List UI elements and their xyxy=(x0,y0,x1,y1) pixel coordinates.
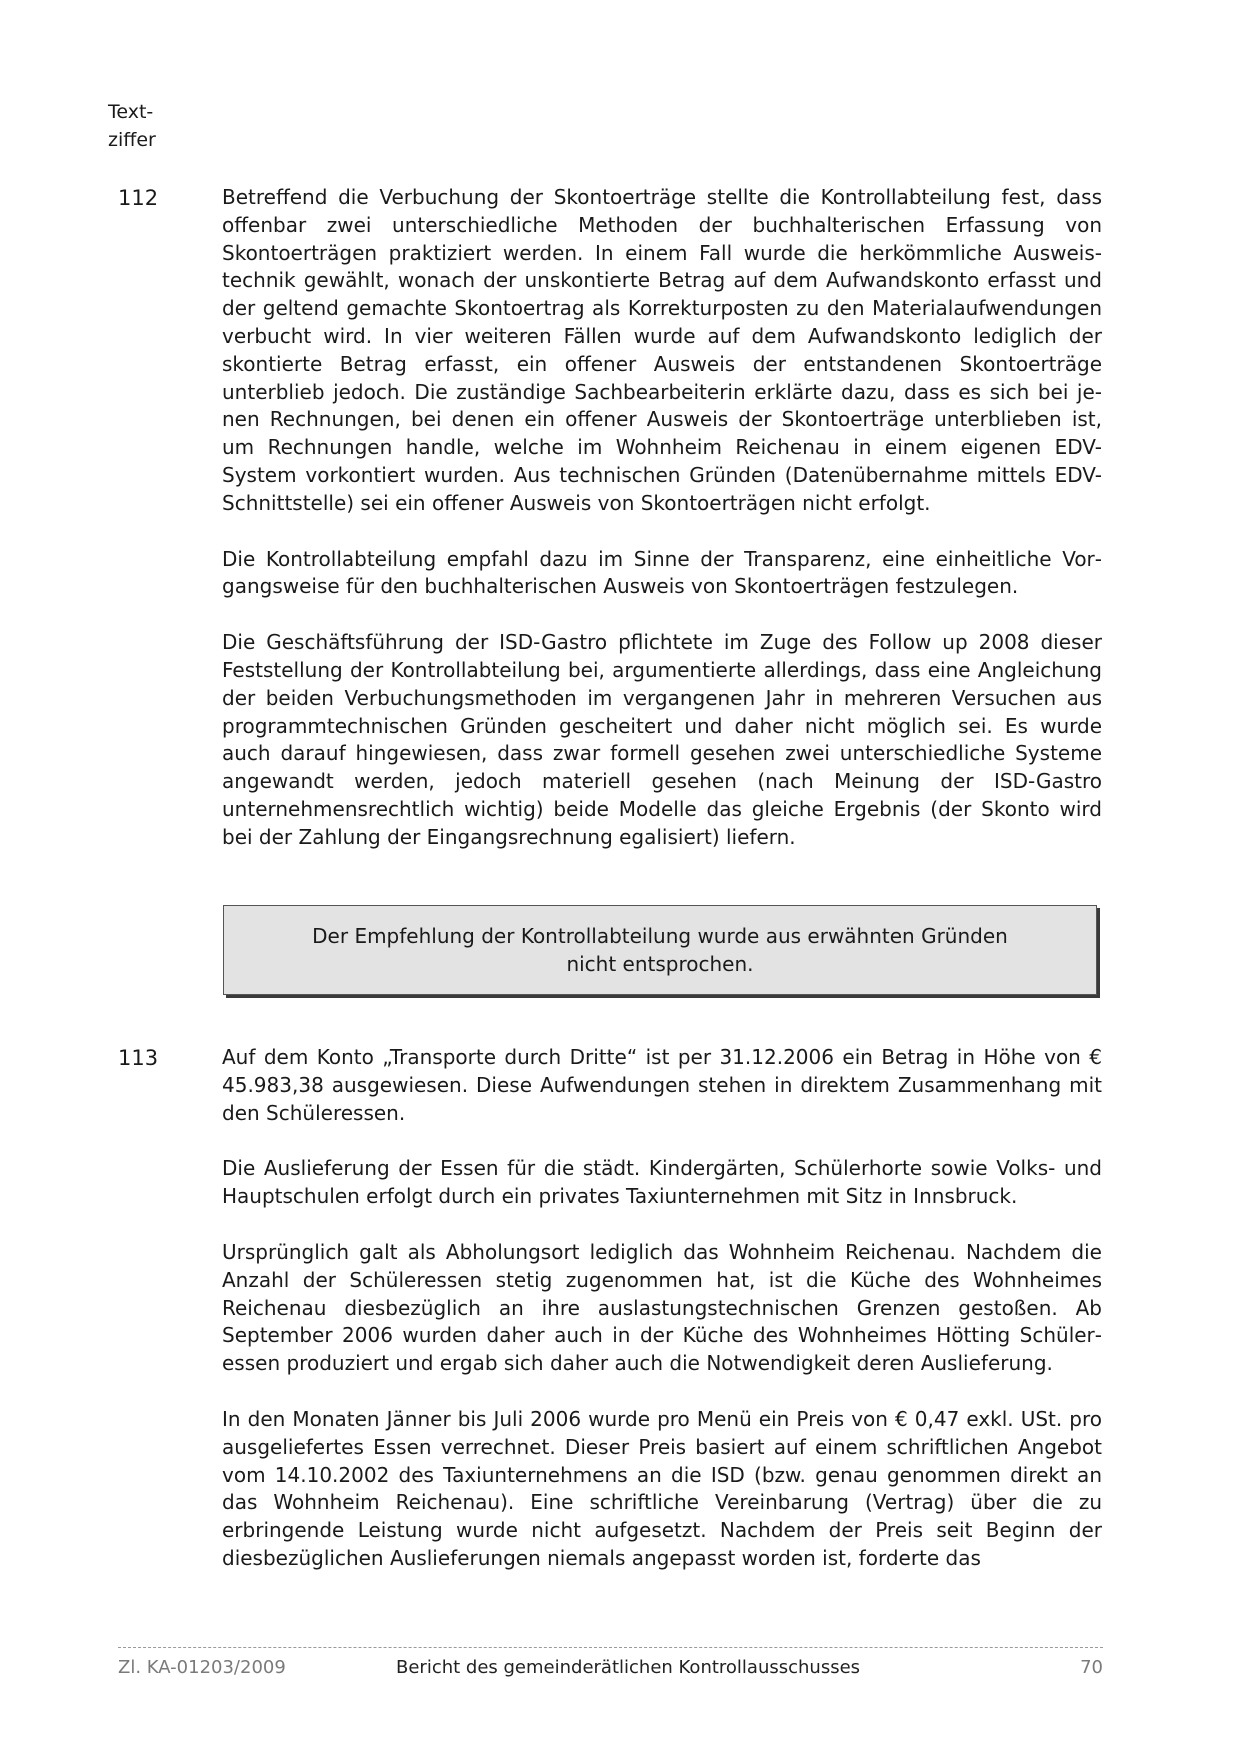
margin-label-text: Text- ziffer xyxy=(108,101,156,151)
page-number: 70 xyxy=(1080,1657,1103,1678)
section-number: 112 xyxy=(118,186,159,210)
recommendation-line-2: nicht entsprochen. xyxy=(566,952,754,976)
footer-title: Bericht des gemeinderätlichen Kontrollausschusses xyxy=(396,1657,861,1678)
section-number: 113 xyxy=(118,1046,159,1070)
textziffer-margin-label xyxy=(108,98,156,154)
recommendation-line-1: Der Empfehlung der Kontrollabteilung wurde aus erwähnten Gründen xyxy=(312,924,1008,948)
paragraph: Ursprünglich galt als Abholungsort lediglich das Wohnheim Reichenau. Nachdem die Anzahl der Schüleressen stetig zugenommen hat, ist die Küche des Wohnheimes Reichenau diesbezüglich an ihre auslastungstechnischen Grenzen gestoßen. Ab September 2006 wurden daher auch in der Küche des Wohnheimes Hötting Schüleressen produziert und ergab sich daher auch die Notwendigkeit deren Auslieferung. xyxy=(222,1239,1102,1376)
paragraph: Die Auslieferung der Essen für die städt. Kindergärten, Schülerhorte sowie Volks- und Hauptschulen erfolgt durch ein privates Taxiunternehmen mit Sitz in Innsbruck. xyxy=(222,1156,1102,1209)
paragraph: Die Geschäftsführung der ISD-Gastro pflichtete im Zuge des Follow up 2008 dieser Feststellung der Kontrollabteilung bei, argumentierte allerdings, dass eine Angleichung der beiden Verbuchungsmethoden im vergangenen Jahr in mehreren Versuchen aus programmtechnischen Gründen gescheitert und daher nicht möglich sei. Es wurde auch darauf hingewiesen, dass zwar formell gesehen zwei unterschiedliche Systeme angewandt werden, jedoch materiell gesehen (nach Meinung der ISD-Gastro unternehmensrechtlich wichtig) beide Modelle das gleiche Ergebnis (der Skonto wird bei der Zahlung der Eingangsrechnung egalisiert) liefern. xyxy=(222,630,1102,849)
section-body xyxy=(222,184,1102,880)
recommendation-status-box xyxy=(223,905,1097,995)
paragraph: Die Kontrollabteilung empfahl dazu im Sinne der Transparenz, eine einheitliche Vorgangsweise für den buchhalterischen Ausweis von Skontoerträgen festzulegen. xyxy=(222,546,1102,599)
page-footer xyxy=(118,1647,1103,1680)
paragraph: Auf dem Konto „Transporte durch Dritte“ ist per 31.12.2006 ein Betrag in Höhe von € 45.983,38 ausgewiesen. Diese Aufwendungen stehen in direktem Zusammenhang mit den Schüleressen. xyxy=(222,1045,1102,1125)
footer-reference: Zl. KA-01203/2009 xyxy=(118,1657,286,1678)
paragraph: Betreffend die Verbuchung der Skontoerträge stellte die Kontrollabteilung fest, dass offenbar zwei unterschiedliche Methoden der buchhalterischen Erfassung von Skontoerträgen praktiziert werden. In einem Fall wurde die herkömmliche Ausweistechnik gewählt, wonach der unskontierte Betrag auf dem Aufwandskonto erfasst und der geltend gemachte Skontoertrag als Korrekturposten zu den Materialaufwendungen verbucht wird. In vier weiteren Fällen wurde auf dem Aufwandskonto lediglich der skontierte Betrag erfasst, ein offener Ausweis der entstandenen Skontoerträge unterblieb jedoch. Die zuständige Sachbearbeiterin erklärte dazu, dass es sich bei jenen Rechnungen, bei denen ein offener Ausweis der Skontoerträge unterblieben ist, um Rechnungen handle, welche im Wohnheim Reichenau in einem eigenen EDV-System vorkontiert wurden. Aus technischen Gründen (Datenübernahme mittels EDV-Schnittstelle) sei ein offener Ausweis von Skontoerträgen nicht erfolgt. xyxy=(222,185,1102,515)
section-body xyxy=(222,1044,1102,1601)
paragraph: In den Monaten Jänner bis Juli 2006 wurde pro Menü ein Preis von € 0,47 exkl. USt. pro ausgeliefertes Essen verrechnet. Dieser Preis basiert auf einem schriftlichen Angebot vom 14.10.2002 des Taxiunternehmens an die ISD (bzw. genau genommen direkt an das Wohnheim Reichenau). Eine schriftliche Vereinbarung (Vertrag) über die zu erbringende Leistung wurde nicht aufgesetzt. Nachdem der Preis seit Beginn der diesbezüglichen Auslieferungen niemals angepasst worden ist, forderte das xyxy=(222,1406,1102,1570)
